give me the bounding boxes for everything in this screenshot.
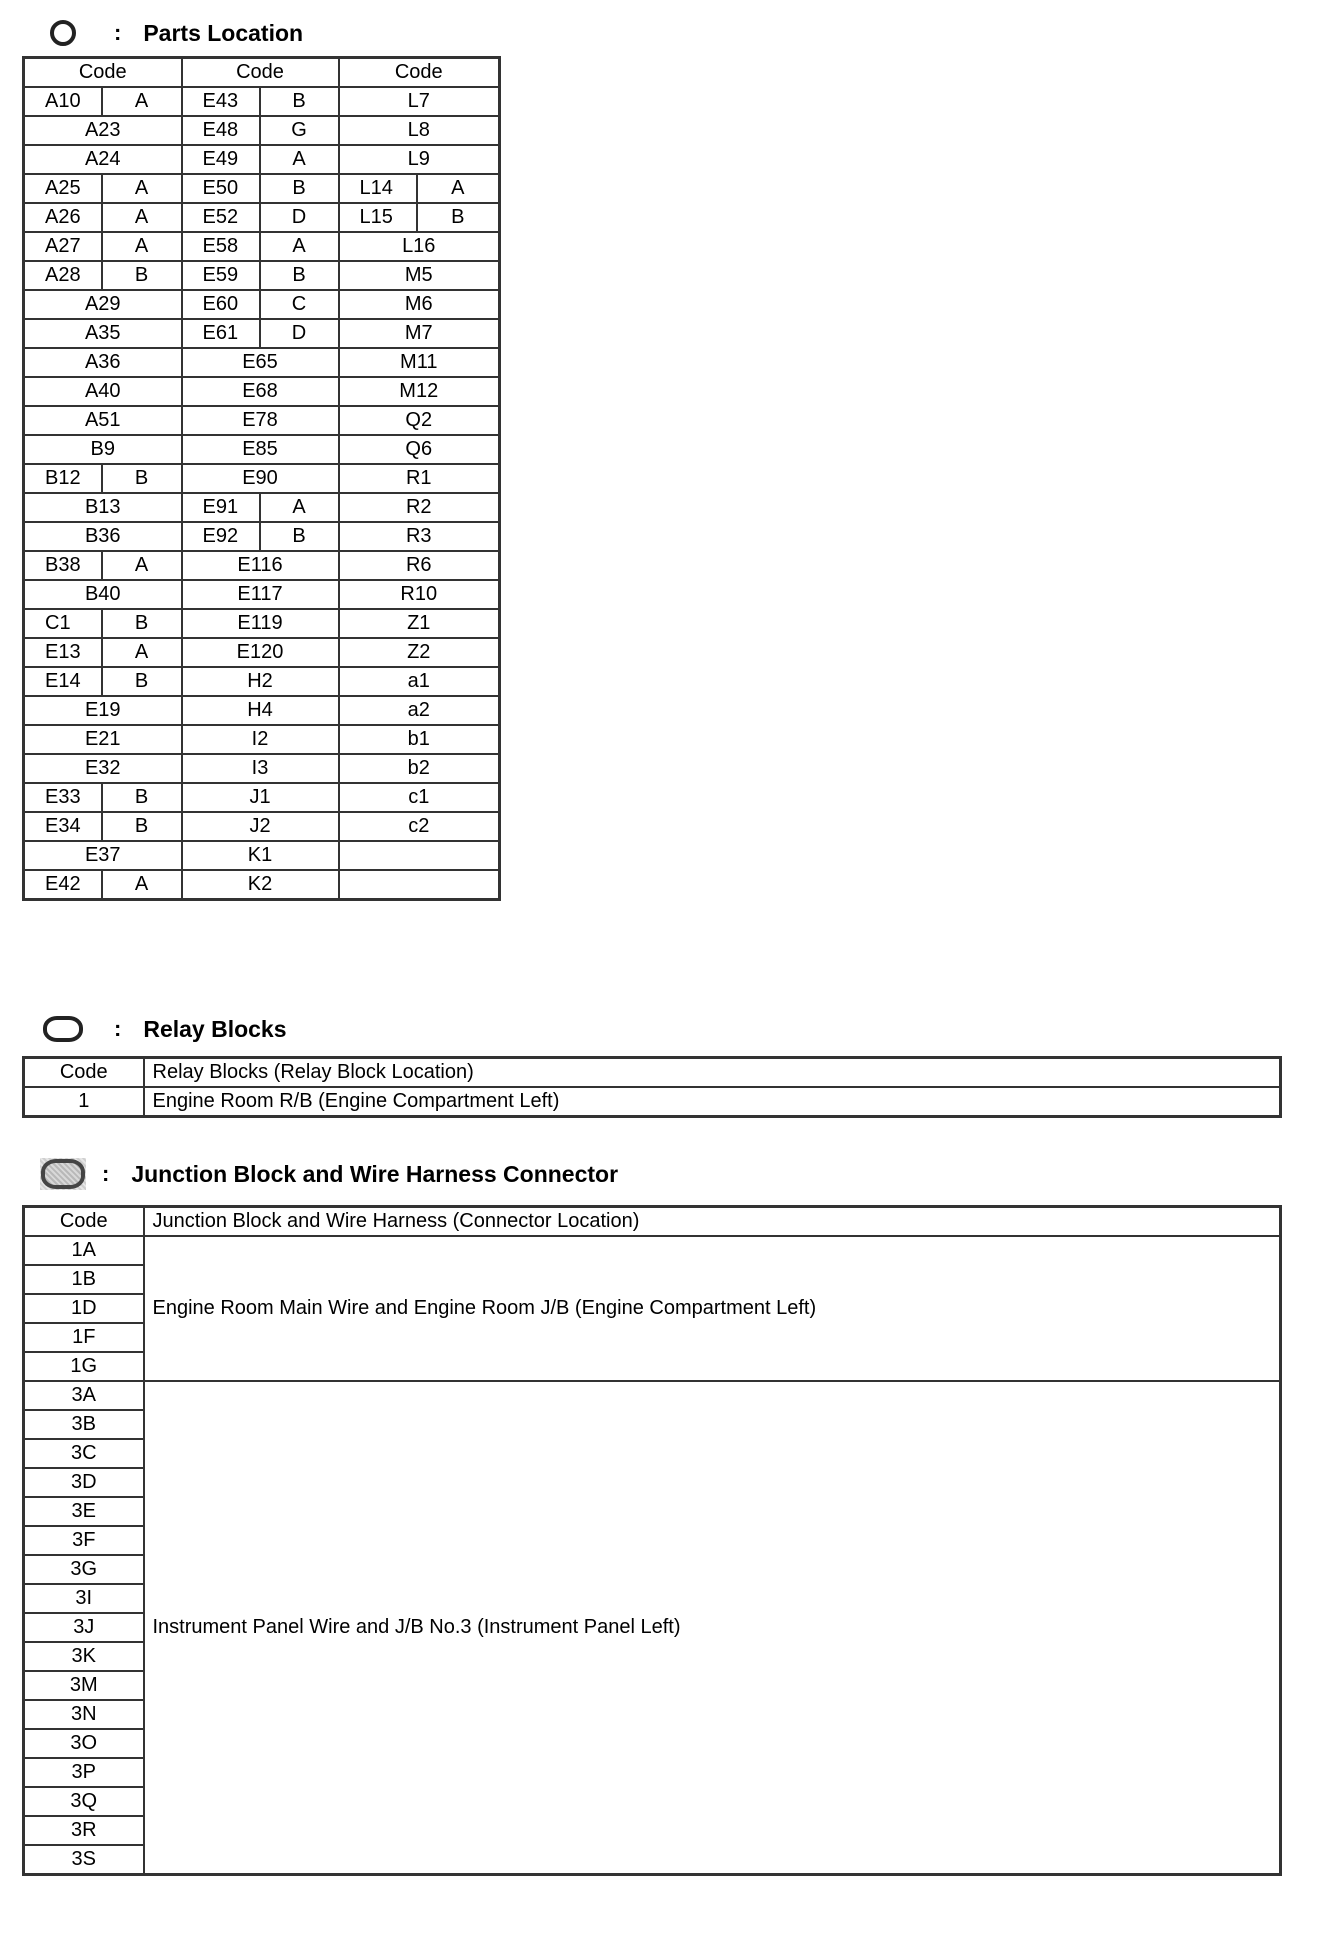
relay-blocks-title: Relay Blocks: [143, 1015, 287, 1042]
part-code-cell: A24: [24, 145, 182, 174]
jb-code-cell: 3D: [24, 1468, 144, 1497]
relay-code-header: Code: [24, 1058, 144, 1088]
part-code-cell: H2: [182, 667, 339, 696]
jb-code-header: Code: [24, 1207, 144, 1237]
jb-code-cell: 1F: [24, 1323, 144, 1352]
junction-block-table: [22, 1205, 1282, 1876]
part-location-letter: A: [102, 870, 182, 900]
part-code-cell: c2: [339, 812, 500, 841]
junction-shaded-oval-icon: [40, 1158, 86, 1190]
part-code-cell: K2: [182, 870, 339, 900]
parts-row: [24, 609, 500, 638]
part-code-cell: E49: [182, 145, 260, 174]
jb-code-cell: 3I: [24, 1584, 144, 1613]
part-code-cell: K1: [182, 841, 339, 870]
part-code-cell: L14: [339, 174, 417, 203]
part-location-letter: B: [260, 87, 339, 116]
part-code-cell: c1: [339, 783, 500, 812]
part-code-cell: E90: [182, 464, 339, 493]
parts-row: [24, 870, 500, 900]
part-code-cell: E52: [182, 203, 260, 232]
part-code-cell: E91: [182, 493, 260, 522]
parts-row: [24, 203, 500, 232]
part-code-cell: J1: [182, 783, 339, 812]
part-code-cell: E50: [182, 174, 260, 203]
parts-row: [24, 638, 500, 667]
part-code-cell: Q6: [339, 435, 500, 464]
part-code-cell: L16: [339, 232, 500, 261]
part-code-cell: E21: [24, 725, 182, 754]
parts-row: [24, 493, 500, 522]
part-code-cell: Z1: [339, 609, 500, 638]
parts-row: [24, 145, 500, 174]
part-location-letter: B: [102, 609, 182, 638]
part-code-cell: E119: [182, 609, 339, 638]
part-code-cell: E58: [182, 232, 260, 261]
part-location-letter: A: [102, 232, 182, 261]
part-code-cell: [339, 870, 500, 900]
jb-header-row: [24, 1207, 1281, 1237]
part-code-cell: A26: [24, 203, 102, 232]
parts-circle-icon: [40, 17, 86, 49]
parts-row: [24, 667, 500, 696]
part-code-cell: L9: [339, 145, 500, 174]
jb-code-cell: 3G: [24, 1555, 144, 1584]
part-code-cell: E19: [24, 696, 182, 725]
part-location-letter: A: [260, 145, 339, 174]
parts-row: [24, 232, 500, 261]
part-code-cell: E48: [182, 116, 260, 145]
part-code-cell: A36: [24, 348, 182, 377]
jb-code-cell: 3P: [24, 1758, 144, 1787]
part-location-letter: A: [260, 232, 339, 261]
part-code-cell: B38: [24, 551, 102, 580]
jb-code-cell: 3S: [24, 1845, 144, 1875]
part-location-letter: A: [102, 638, 182, 667]
part-code-cell: E37: [24, 841, 182, 870]
part-code-cell: I3: [182, 754, 339, 783]
parts-row: [24, 261, 500, 290]
parts-row: [24, 551, 500, 580]
parts-row: [24, 174, 500, 203]
parts-row: [24, 812, 500, 841]
junction-colon: :: [102, 1161, 110, 1186]
part-code-cell: a1: [339, 667, 500, 696]
parts-row: [24, 464, 500, 493]
part-code-cell: E13: [24, 638, 102, 667]
part-code-cell: M5: [339, 261, 500, 290]
parts-code-header: Code: [24, 58, 182, 88]
part-location-letter: D: [260, 203, 339, 232]
part-code-cell: I2: [182, 725, 339, 754]
part-code-cell: A51: [24, 406, 182, 435]
part-location-letter: A: [260, 493, 339, 522]
parts-colon: :: [114, 20, 122, 45]
part-code-cell: A10: [24, 87, 102, 116]
part-code-cell: E61: [182, 319, 260, 348]
part-code-cell: M12: [339, 377, 500, 406]
part-code-cell: M6: [339, 290, 500, 319]
part-code-cell: A27: [24, 232, 102, 261]
jb-code-cell: 3C: [24, 1439, 144, 1468]
part-code-cell: A29: [24, 290, 182, 319]
part-code-cell: E43: [182, 87, 260, 116]
part-code-cell: R10: [339, 580, 500, 609]
junction-block-title: Junction Block and Wire Harness Connector: [131, 1160, 619, 1187]
part-code-cell: E33: [24, 783, 102, 812]
part-code-cell: L15: [339, 203, 417, 232]
jb-desc-cell: Instrument Panel Wire and J/B No.3 (Instrument Panel Left): [144, 1381, 1281, 1875]
parts-row: [24, 522, 500, 551]
part-code-cell: R6: [339, 551, 500, 580]
relay-desc-cell: Engine Room R/B (Engine Compartment Left): [144, 1087, 1281, 1117]
parts-row: [24, 725, 500, 754]
part-code-cell: M11: [339, 348, 500, 377]
jb-code-cell: 1A: [24, 1236, 144, 1265]
relay-row: [24, 1087, 1281, 1117]
part-code-cell: E78: [182, 406, 339, 435]
part-code-cell: [339, 841, 500, 870]
parts-row: [24, 406, 500, 435]
part-code-cell: E42: [24, 870, 102, 900]
parts-row: [24, 435, 500, 464]
relay-blocks-table: [22, 1056, 1282, 1118]
part-code-cell: B36: [24, 522, 182, 551]
part-code-cell: E92: [182, 522, 260, 551]
part-location-letter: C: [260, 290, 339, 319]
jb-desc-cell: Engine Room Main Wire and Engine Room J/B (Engine Compartment Left): [144, 1236, 1281, 1381]
part-location-letter: B: [102, 812, 182, 841]
part-code-cell: R2: [339, 493, 500, 522]
part-code-cell: b1: [339, 725, 500, 754]
parts-code-header: Code: [339, 58, 500, 88]
part-code-cell: E116: [182, 551, 339, 580]
jb-code-cell: 3Q: [24, 1787, 144, 1816]
jb-code-cell: 3O: [24, 1729, 144, 1758]
parts-location-title: Parts Location: [143, 19, 304, 46]
part-location-letter: B: [102, 261, 182, 290]
parts-location-table: [22, 56, 501, 901]
part-code-cell: A35: [24, 319, 182, 348]
part-location-letter: A: [417, 174, 500, 203]
parts-header-row: [24, 58, 500, 88]
relay-oval-icon: [40, 1013, 86, 1045]
part-code-cell: E32: [24, 754, 182, 783]
part-location-letter: B: [260, 261, 339, 290]
relay-desc-header: Relay Blocks (Relay Block Location): [144, 1058, 1281, 1088]
part-location-letter: A: [102, 551, 182, 580]
part-code-cell: a2: [339, 696, 500, 725]
part-code-cell: C1: [24, 609, 102, 638]
part-code-cell: E85: [182, 435, 339, 464]
jb-code-cell: 3N: [24, 1700, 144, 1729]
part-code-cell: A40: [24, 377, 182, 406]
relay-blocks-header: [40, 1009, 287, 1049]
relay-header-row: [24, 1058, 1281, 1088]
part-location-letter: B: [417, 203, 500, 232]
part-code-cell: L8: [339, 116, 500, 145]
parts-row: [24, 783, 500, 812]
part-code-cell: b2: [339, 754, 500, 783]
part-location-letter: A: [102, 203, 182, 232]
part-code-cell: M7: [339, 319, 500, 348]
part-code-cell: E34: [24, 812, 102, 841]
part-code-cell: E60: [182, 290, 260, 319]
jb-code-cell: 3K: [24, 1642, 144, 1671]
part-code-cell: Q2: [339, 406, 500, 435]
part-location-letter: A: [102, 87, 182, 116]
jb-code-cell: 3R: [24, 1816, 144, 1845]
part-location-letter: B: [102, 667, 182, 696]
part-code-cell: E120: [182, 638, 339, 667]
parts-row: [24, 377, 500, 406]
jb-code-cell: 3A: [24, 1381, 144, 1410]
part-location-letter: B: [260, 174, 339, 203]
part-code-cell: B12: [24, 464, 102, 493]
parts-row: [24, 696, 500, 725]
jb-row: [24, 1381, 1281, 1410]
relay-code-cell: 1: [24, 1087, 144, 1117]
part-code-cell: A25: [24, 174, 102, 203]
part-location-letter: D: [260, 319, 339, 348]
part-code-cell: J2: [182, 812, 339, 841]
parts-location-header: [40, 13, 303, 53]
jb-code-cell: 1D: [24, 1294, 144, 1323]
junction-block-header: [40, 1154, 618, 1194]
parts-row: [24, 754, 500, 783]
part-code-cell: Z2: [339, 638, 500, 667]
part-code-cell: A28: [24, 261, 102, 290]
parts-row: [24, 348, 500, 377]
parts-row: [24, 290, 500, 319]
jb-code-cell: 3B: [24, 1410, 144, 1439]
part-code-cell: B13: [24, 493, 182, 522]
jb-code-cell: 3E: [24, 1497, 144, 1526]
part-code-cell: E68: [182, 377, 339, 406]
part-code-cell: R3: [339, 522, 500, 551]
part-location-letter: B: [260, 522, 339, 551]
part-code-cell: B9: [24, 435, 182, 464]
parts-row: [24, 319, 500, 348]
jb-row: [24, 1236, 1281, 1265]
part-code-cell: B40: [24, 580, 182, 609]
parts-row: [24, 87, 500, 116]
part-code-cell: A23: [24, 116, 182, 145]
jb-code-cell: 3F: [24, 1526, 144, 1555]
part-location-letter: B: [102, 783, 182, 812]
jb-code-cell: 1B: [24, 1265, 144, 1294]
part-code-cell: L7: [339, 87, 500, 116]
jb-desc-header: Junction Block and Wire Harness (Connector Location): [144, 1207, 1281, 1237]
part-location-letter: A: [102, 174, 182, 203]
parts-row: [24, 116, 500, 145]
jb-code-cell: 3J: [24, 1613, 144, 1642]
part-code-cell: E117: [182, 580, 339, 609]
part-location-letter: G: [260, 116, 339, 145]
jb-code-cell: 3M: [24, 1671, 144, 1700]
part-code-cell: R1: [339, 464, 500, 493]
part-code-cell: E59: [182, 261, 260, 290]
jb-code-cell: 1G: [24, 1352, 144, 1381]
parts-row: [24, 580, 500, 609]
part-code-cell: H4: [182, 696, 339, 725]
parts-row: [24, 841, 500, 870]
relay-colon: :: [114, 1016, 122, 1041]
part-location-letter: B: [102, 464, 182, 493]
parts-code-header: Code: [182, 58, 339, 88]
part-code-cell: E65: [182, 348, 339, 377]
part-code-cell: E14: [24, 667, 102, 696]
